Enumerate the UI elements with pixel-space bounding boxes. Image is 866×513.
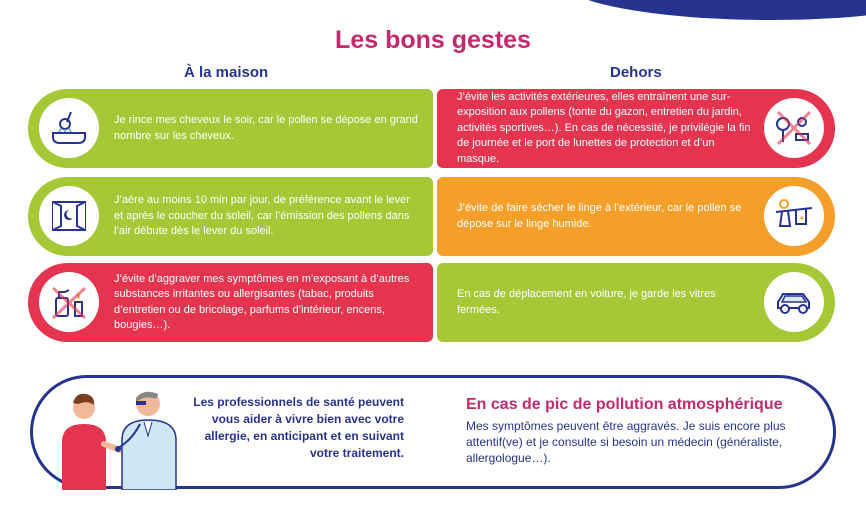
spray-candle-icon <box>39 272 99 332</box>
shower-bath-icon <box>39 98 99 158</box>
column-heading-outside: Dehors <box>610 64 662 81</box>
home-card-ventilate <box>28 177 433 256</box>
page-title: Les bons gestes <box>335 26 531 54</box>
laundry-sun-icon <box>764 186 824 246</box>
card-text: J’aère au moins 10 min par jour, de préférence avant le lever et après le coucher du soleil, car l’émission des pollens dans l’air débute dès le lever du soleil. <box>114 194 410 238</box>
garden-tree-icon <box>764 98 824 158</box>
column-heading-home: À la maison <box>184 64 269 81</box>
card-text: Je rince mes cheveux le soir, car le pollen se dépose en grand nombre sur les cheveux. <box>114 114 418 142</box>
card-text: J’évite les activités extérieures, elles entraînent une sur-exposition aux pollens (tonte du gazon, entretien du jardin, activités sportives…). En cas de nécessité, je privilégie la fin de journée et le port de lunettes de protection et d’un masque. <box>457 90 751 165</box>
card-text: J’évite de faire sécher le linge à l’extérieur, car le pollen se dépose sur le linge humide. <box>457 202 742 230</box>
pollution-peak-title: En cas de pic de pollution atmosphérique <box>466 396 783 413</box>
outside-card-car-windows <box>437 263 835 342</box>
card-text: En cas de déplacement en voiture, je garde les vitres fermées. <box>457 288 716 316</box>
outside-card-avoid-activities <box>437 89 835 168</box>
home-card-avoid-irritants <box>28 263 433 342</box>
doctor-patient-illustration <box>48 378 188 490</box>
pollution-peak-text: Mes symptômes peuvent être aggravés. Je suis encore plus attentif(ve) et je consulte si besoin un médecin (généraliste, allergologue…). <box>466 419 786 465</box>
card-text: J’évite d’aggraver mes symptômes en m’exposant à d’autres substances irritantes ou allergisantes (tabac, produits d’entretien ou de bricolage, parfums d’intérieur, encens, bougies…). <box>114 272 410 331</box>
window-night-icon <box>39 186 99 246</box>
professionals-text: Les professionnels de santé peuvent vous aider à vivre bien avec votre allergie, en anticipant et en suivant votre traitement. <box>193 395 404 460</box>
outside-card-laundry <box>437 177 835 256</box>
corner-decoration <box>560 0 866 20</box>
home-card-rinse-hair <box>28 89 433 168</box>
car-icon <box>764 272 824 332</box>
